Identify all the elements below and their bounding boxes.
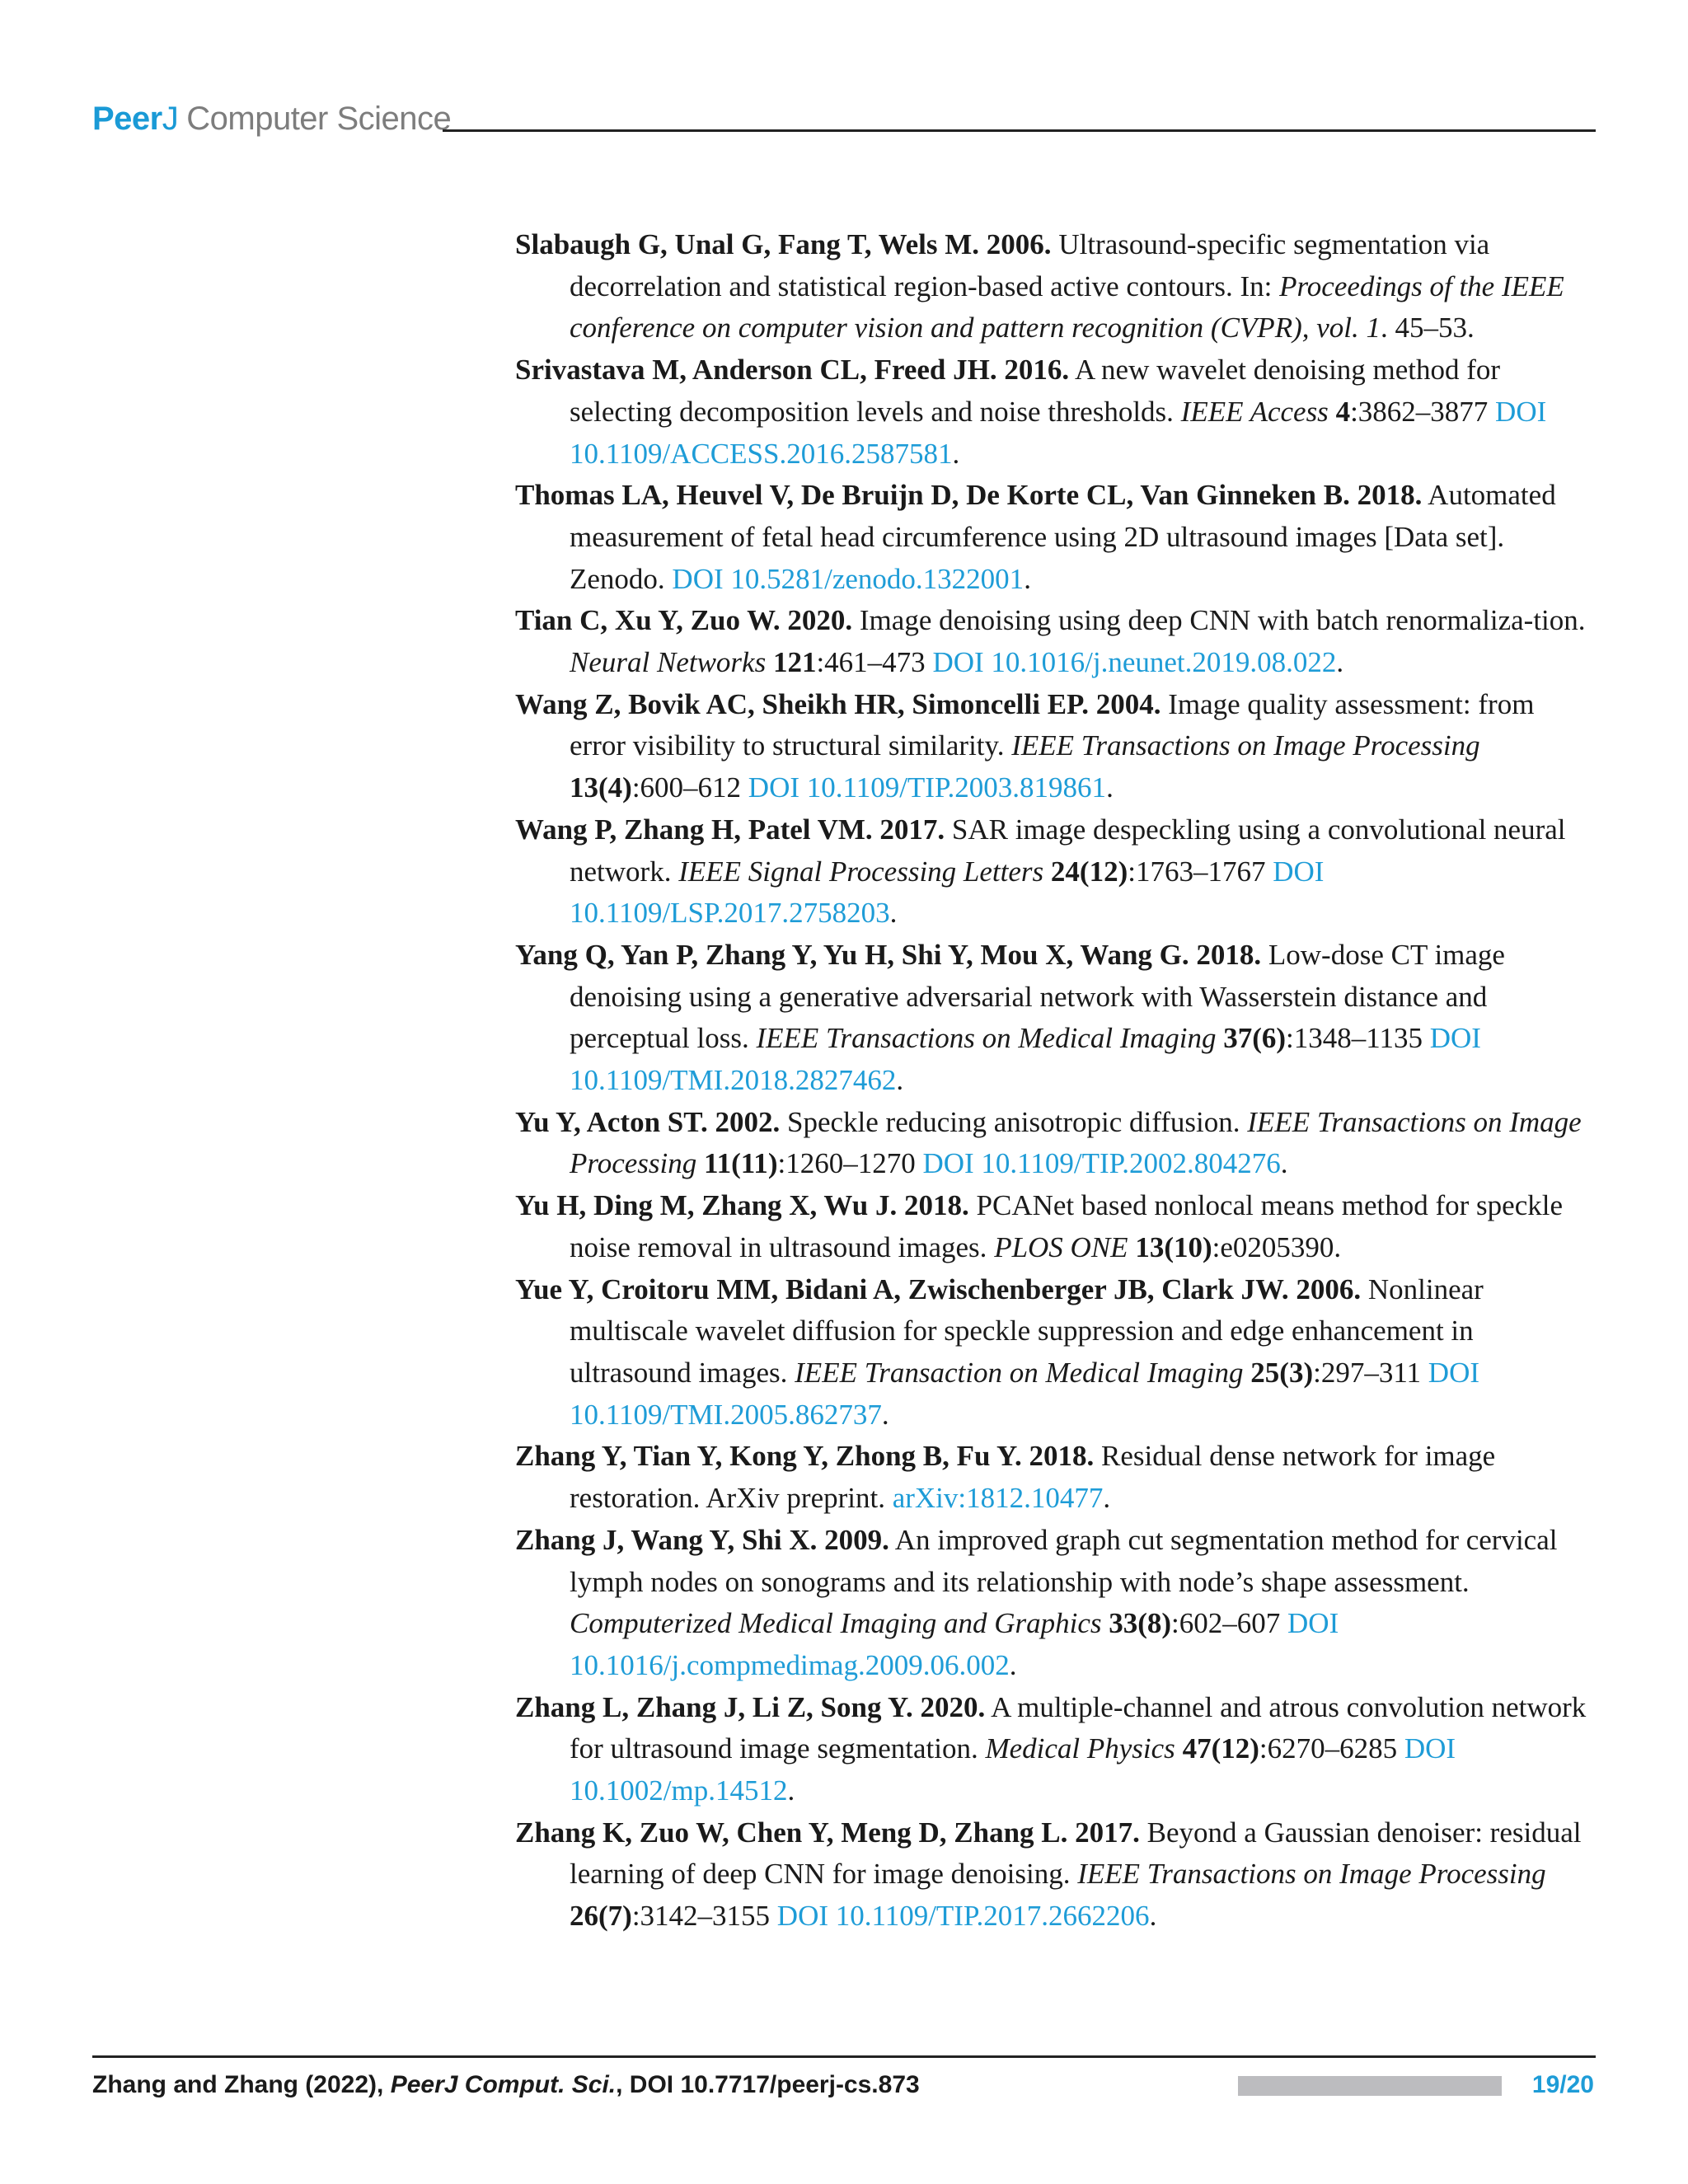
reference-item xyxy=(515,349,1595,475)
footer-rule xyxy=(92,2055,1596,2058)
reference-title: Speckle reducing anisotropic diffusion. xyxy=(780,1105,1248,1138)
reference-authors: Yu Y, Acton ST. 2002. xyxy=(515,1105,781,1138)
reference-issue: 8 xyxy=(1146,1607,1162,1640)
reference-journal: IEEE Transaction on Medical Imaging xyxy=(795,1356,1244,1389)
page-header xyxy=(92,97,1596,147)
reference-item xyxy=(515,224,1595,349)
reference-title: Beyond a Gaussian denoiser: residual learning of deep CNN for image denoising. xyxy=(570,1816,1582,1891)
reference-item xyxy=(515,1520,1595,1687)
reference-volume: 13 xyxy=(570,771,598,804)
reference-volume: 47 xyxy=(1175,1732,1212,1765)
reference-end: . xyxy=(1149,1900,1157,1933)
issue-paren-open: ( xyxy=(1164,1230,1174,1263)
reference-volume: 11 xyxy=(696,1147,732,1180)
issue-paren-close: ) xyxy=(767,1147,778,1180)
reference-doi-link[interactable]: DOI 10.1109/TIP.2002.804276 xyxy=(922,1147,1281,1180)
reference-end: . xyxy=(881,1398,889,1431)
reference-journal: Computerized Medical Imaging and Graphics xyxy=(570,1607,1102,1640)
reference-volume: 26 xyxy=(570,1900,598,1933)
reference-issue: 6 xyxy=(1261,1022,1277,1055)
issue-paren-close: ) xyxy=(1276,1022,1287,1055)
reference-doi-link[interactable]: DOI 10.1109/TMI.2005.862737 xyxy=(570,1356,1480,1431)
reference-authors: Srivastava M, Anderson CL, Freed JH. 2016. xyxy=(515,354,1070,387)
issue-paren-close: ) xyxy=(1161,1607,1172,1640)
reference-item xyxy=(515,1687,1595,1812)
reference-title: A new wavelet denoising method for selecting decomposition levels and noise thresholds. xyxy=(570,354,1501,428)
reference-pages: :3142–3155 xyxy=(631,1900,777,1933)
reference-end: . xyxy=(787,1774,795,1807)
reference-title: SAR image despeckling using a convolutional neural network. xyxy=(570,813,1566,888)
reference-pages: :6270–6285 xyxy=(1259,1732,1404,1765)
issue-paren-close: ) xyxy=(622,1900,632,1933)
issue-paren-open: ( xyxy=(1252,1022,1262,1055)
issue-paren-close: ) xyxy=(1202,1230,1212,1263)
issue-paren-open: ( xyxy=(1279,1356,1289,1389)
reference-doi-link[interactable]: DOI 10.1016/j.compmedimag.2009.06.002 xyxy=(570,1607,1339,1681)
reference-doi-link[interactable]: DOI 10.1109/TIP.2017.2662206 xyxy=(776,1900,1150,1933)
reference-volume: 25 xyxy=(1243,1356,1280,1389)
reference-end: . xyxy=(896,1064,904,1097)
header-rule xyxy=(443,129,1596,132)
reference-title: A multiple-channel and atrous convolution network for ultrasound image segmentation. xyxy=(570,1690,1587,1765)
issue-paren-close: ) xyxy=(1303,1356,1314,1389)
reference-volume: 37 xyxy=(1216,1022,1253,1055)
reference-item xyxy=(515,935,1595,1102)
reference-authors: Zhang L, Zhang J, Li Z, Song Y. 2020. xyxy=(515,1690,986,1723)
journal-section: Computer Science xyxy=(186,101,452,137)
reference-doi-link[interactable]: DOI 10.1016/j.neunet.2019.08.022 xyxy=(932,646,1337,679)
reference-volume: 24 xyxy=(1043,855,1080,888)
reference-end: . xyxy=(1280,1147,1288,1180)
reference-title: Ultrasound-specific segmentation via decorrelation and statistical region-based active contours. In: xyxy=(570,228,1490,302)
reference-doi-link[interactable]: DOI 10.1109/TMI.2018.2827462 xyxy=(570,1022,1481,1097)
reference-list xyxy=(515,224,1595,1938)
reference-authors: Wang P, Zhang H, Patel VM. 2017. xyxy=(515,813,945,846)
reference-end: . xyxy=(1106,771,1114,804)
reference-end: . xyxy=(1103,1482,1111,1515)
reference-title: PCANet based nonlocal means method for speckle noise removal in ultrasound images. xyxy=(570,1189,1563,1263)
reference-item xyxy=(515,475,1595,600)
reference-title: Image quality assessment: from error visibility to structural similarity. xyxy=(570,687,1535,762)
issue-paren-open: ( xyxy=(598,771,608,804)
reference-journal: Proceedings of the IEEE conference on computer vision and pattern recognition (CVPR), vol. 1 xyxy=(570,269,1564,344)
reference-end: . xyxy=(952,437,960,470)
page-progress-bar xyxy=(1238,2076,1508,2096)
reference-doi-link[interactable]: DOI 10.1109/ACCESS.2016.2587581 xyxy=(570,395,1547,470)
reference-issue: 7 xyxy=(607,1900,623,1933)
issue-paren-close: ) xyxy=(1250,1732,1259,1765)
reference-pages: :e0205390. xyxy=(1212,1230,1342,1263)
reference-authors: Zhang J, Wang Y, Shi X. 2009. xyxy=(515,1523,889,1556)
page-progress-fill xyxy=(1238,2076,1495,2096)
reference-pages: :3862–3877 xyxy=(1350,395,1496,428)
reference-authors: Tian C, Xu Y, Zuo W. 2020. xyxy=(515,604,853,637)
reference-pages: :1348–1135 xyxy=(1286,1022,1430,1055)
reference-journal: IEEE Transactions on Medical Imaging xyxy=(756,1022,1217,1055)
issue-paren-open: ( xyxy=(1211,1732,1221,1765)
reference-title: Automated measurement of fetal head circumference using 2D ultrasound images [Data set]. Zenodo. xyxy=(570,479,1556,595)
reference-issue: 11 xyxy=(740,1147,768,1180)
reference-journal: IEEE Transactions on Image Processing xyxy=(570,1105,1582,1180)
reference-volume: 33 xyxy=(1101,1607,1138,1640)
reference-authors: Wang Z, Bovik AC, Sheikh HR, Simoncelli EP. 2004. xyxy=(515,687,1161,720)
issue-paren-close: ) xyxy=(1118,855,1128,888)
reference-item xyxy=(515,809,1595,935)
reference-volume: 13 xyxy=(1128,1230,1165,1263)
reference-item xyxy=(515,1436,1595,1519)
reference-issue: 12 xyxy=(1089,855,1118,888)
reference-authors: Yue Y, Croitoru MM, Bidani A, Zwischenberger JB, Clark JW. 2006. xyxy=(515,1272,1362,1305)
brand-j: J xyxy=(162,101,179,137)
reference-pages: :1763–1767 xyxy=(1128,855,1273,888)
page-number: 19/20 xyxy=(1531,2071,1594,2098)
reference-issue: 10 xyxy=(1173,1230,1203,1263)
reference-journal: Medical Physics xyxy=(985,1732,1175,1765)
reference-end: . xyxy=(1009,1648,1017,1681)
reference-authors: Slabaugh G, Unal G, Fang T, Wels M. 2006. xyxy=(515,228,1052,260)
reference-item xyxy=(515,684,1595,809)
footer-doi: , DOI 10.7717/peerj-cs.873 xyxy=(616,2071,920,2098)
reference-title: Nonlinear multiscale wavelet diffusion for speckle suppression and edge enhancement in ultrasound images. xyxy=(570,1272,1484,1389)
issue-paren-open: ( xyxy=(731,1147,741,1180)
reference-authors: Yang Q, Yan P, Zhang Y, Yu H, Shi Y, Mou X, Wang G. 2018. xyxy=(515,938,1262,971)
reference-volume: 4 xyxy=(1328,395,1351,428)
reference-authors: Yu H, Ding M, Zhang X, Wu J. 2018. xyxy=(515,1189,969,1222)
reference-title: Low-dose CT image denoising using a generative adversarial network with Wasserstein distance and perceptual loss. xyxy=(570,938,1505,1055)
brand-peer: Peer xyxy=(92,101,162,137)
reference-title: An improved graph cut segmentation method for cervical lymph nodes on sonograms and its relationship with node’s shape assessment. xyxy=(570,1523,1558,1598)
reference-journal: PLOS ONE xyxy=(994,1230,1128,1263)
reference-doi-link[interactable]: DOI 10.1109/TIP.2003.819861 xyxy=(748,771,1107,804)
issue-paren-open: ( xyxy=(598,1900,608,1933)
issue-paren-open: ( xyxy=(1137,1607,1147,1640)
reference-item xyxy=(515,600,1595,683)
reference-item xyxy=(515,1812,1595,1938)
reference-journal: IEEE Signal Processing Letters xyxy=(678,855,1044,888)
reference-journal: IEEE Transactions on Image Processing xyxy=(1077,1858,1546,1891)
reference-issue: 3 xyxy=(1288,1356,1304,1389)
reference-doi-link[interactable]: DOI 10.5281/zenodo.1322001 xyxy=(672,562,1025,595)
reference-end: . xyxy=(1024,562,1031,595)
issue-paren-close: ) xyxy=(622,771,632,804)
reference-journal: IEEE Access xyxy=(1180,395,1329,428)
footer-citation xyxy=(92,2071,920,2099)
reference-authors: Zhang Y, Tian Y, Kong Y, Zhong B, Fu Y. 2018. xyxy=(515,1440,1095,1473)
reference-pages: . 45–53. xyxy=(1380,312,1475,344)
reference-doi-link[interactable]: DOI 10.1002/mp.14512 xyxy=(570,1732,1456,1807)
reference-journal: Neural Networks xyxy=(570,646,767,679)
reference-pages: :461–473 xyxy=(816,646,933,679)
footer-authors: Zhang and Zhang (2022), xyxy=(92,2071,391,2098)
reference-end: . xyxy=(889,897,898,930)
reference-item xyxy=(515,1185,1595,1268)
reference-authors: Thomas LA, Heuvel V, De Bruijn D, De Korte CL, Van Ginneken B. 2018. xyxy=(515,479,1423,512)
reference-pages: :602–607 xyxy=(1171,1607,1288,1640)
reference-item xyxy=(515,1102,1595,1185)
reference-authors: Zhang K, Zuo W, Chen Y, Meng D, Zhang L. 2017. xyxy=(515,1816,1140,1849)
page-progress-remainder xyxy=(1500,2076,1508,2096)
footer-journal: PeerJ Comput. Sci. xyxy=(390,2071,617,2098)
reference-pages: :1260–1270 xyxy=(777,1147,923,1180)
reference-volume: 121 xyxy=(766,646,817,679)
reference-pages: :600–612 xyxy=(631,771,748,804)
reference-title: Residual dense network for image restoration. ArXiv preprint. xyxy=(570,1440,1496,1515)
reference-issue: 4 xyxy=(607,771,623,804)
issue-paren-open: ( xyxy=(1079,855,1090,888)
reference-title: Image denoising using deep CNN with batch renormaliza-tion. xyxy=(852,604,1586,637)
reference-issue: 12 xyxy=(1221,1732,1250,1765)
reference-journal: IEEE Transactions on Image Processing xyxy=(1011,729,1480,762)
reference-doi-link[interactable]: DOI 10.1109/LSP.2017.2758203 xyxy=(570,855,1325,930)
reference-doi-link[interactable]: arXiv:1812.10477 xyxy=(892,1482,1104,1515)
reference-end: . xyxy=(1336,646,1344,679)
reference-pages: :297–311 xyxy=(1313,1356,1428,1389)
reference-item xyxy=(515,1269,1595,1436)
journal-logo xyxy=(92,101,451,138)
